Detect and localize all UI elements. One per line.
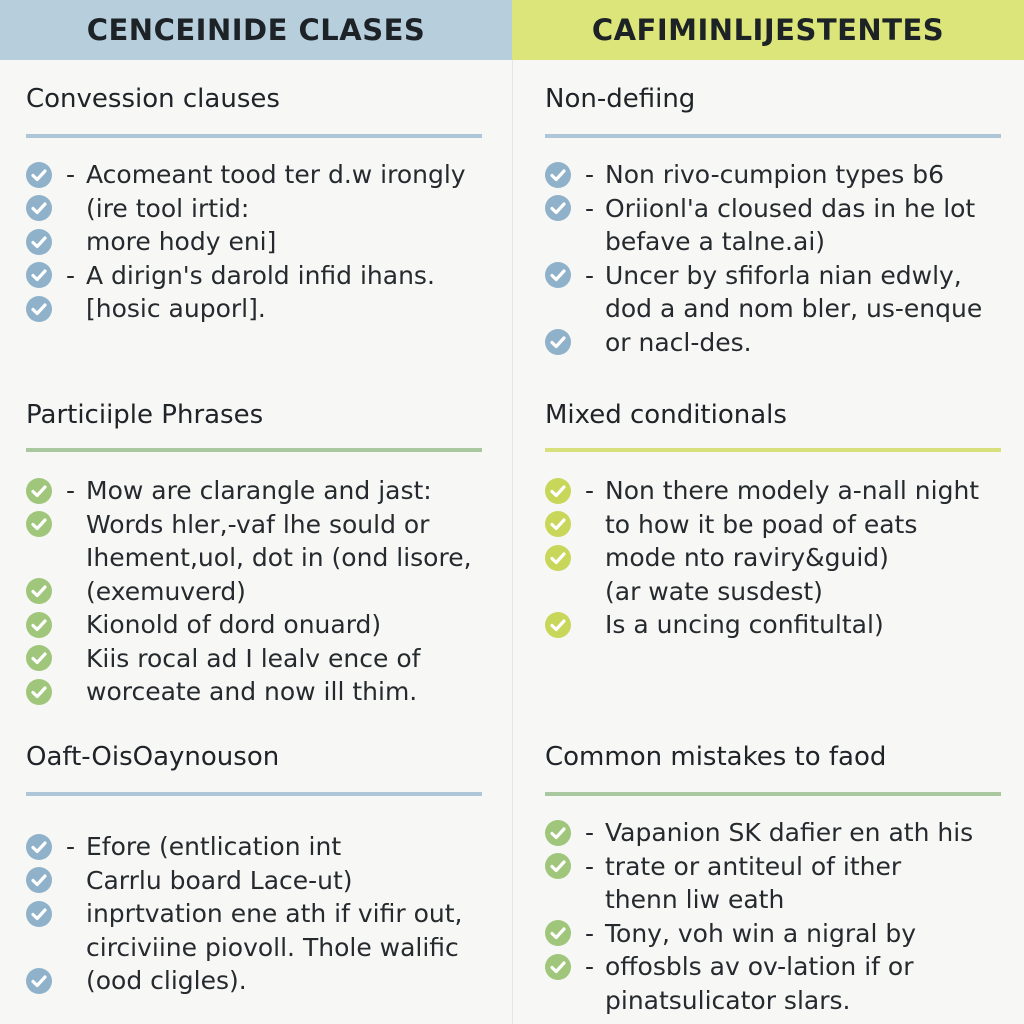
- item-text-continued: pinatsulicator slars.: [605, 985, 851, 1015]
- list-item: [545, 950, 1001, 984]
- item-text-continued: Ihement,uol, dot in (ond lisore,: [86, 543, 472, 572]
- list-item: [26, 158, 482, 192]
- list-item: [26, 964, 482, 998]
- item-text-continued: befave a talne.ai): [605, 227, 826, 256]
- check-circle-icon: [26, 612, 52, 638]
- check-circle-icon: [26, 578, 52, 604]
- item-dash: -: [66, 160, 76, 189]
- check-circle-icon: [545, 511, 571, 537]
- list-item: [545, 850, 1001, 884]
- item-text: offosbls av ov-lation if or: [605, 952, 914, 981]
- list-item: [545, 608, 1001, 642]
- list-item: [26, 830, 482, 864]
- item-text-continued: thenn liw eath: [605, 885, 785, 914]
- section-rule: [26, 134, 482, 138]
- left-column-header: CENCEINIDE CLASES: [0, 0, 512, 60]
- check-circle-icon: [545, 853, 571, 879]
- list-item: [26, 642, 482, 676]
- list-item: [26, 292, 482, 326]
- item-dash: -: [66, 476, 76, 505]
- item-text: Non there modely a-nall night: [605, 476, 980, 505]
- item-dash: -: [585, 160, 595, 189]
- check-circle-icon: [26, 645, 52, 671]
- item-text: (ire tool irtid:: [86, 193, 250, 223]
- item-text: more hody eni]: [86, 227, 277, 256]
- item-dash: -: [585, 851, 595, 881]
- section-title: Mixed conditionals: [545, 400, 787, 430]
- item-dash: -: [66, 832, 76, 861]
- list-item: [26, 608, 482, 642]
- check-circle-icon: [26, 834, 52, 860]
- section-rule: [26, 792, 482, 796]
- item-dash: -: [585, 918, 595, 948]
- item-text: inprtvation ene ath if vifir out,: [86, 899, 463, 928]
- check-circle-icon: [545, 478, 571, 504]
- check-circle-icon: [26, 679, 52, 705]
- item-text: worceate and now ill thim.: [86, 677, 418, 706]
- check-circle-icon: [26, 901, 52, 927]
- item-dash: -: [585, 260, 595, 290]
- list-item: [26, 259, 482, 293]
- item-text: mode nto raviry&guid): [605, 543, 889, 572]
- item-text: or nacl-des.: [605, 327, 752, 357]
- section-title: Particiiple Phrases: [26, 400, 264, 430]
- item-text: Acomeant tood ter d.w irongly: [86, 160, 466, 189]
- check-circle-icon: [545, 329, 571, 355]
- section-rule: [545, 134, 1001, 138]
- item-text: Non rivo-cumpion types b6: [605, 160, 945, 189]
- list-item: [545, 816, 1001, 850]
- item-text: Words hler,-vaf lhe sould or: [86, 509, 430, 539]
- right-column-header: CAFIMINLIJESTENTES: [512, 0, 1024, 60]
- section-rule: [545, 448, 1001, 452]
- item-text-continued: circiviine piovoll. Thole walific: [86, 932, 459, 962]
- item-dash: -: [585, 952, 595, 981]
- section-rule: [545, 792, 1001, 796]
- check-circle-icon: [26, 478, 52, 504]
- list-item: [26, 192, 482, 226]
- list-item: [26, 474, 482, 508]
- item-text: Carrlu board Lace-ut): [86, 865, 353, 895]
- list-item: [545, 917, 1001, 951]
- item-text: Is a uncing confitultal): [605, 610, 884, 639]
- list-item: [545, 541, 1001, 575]
- check-circle-icon: [545, 162, 571, 188]
- check-circle-icon: [545, 262, 571, 288]
- item-dash: -: [585, 193, 595, 223]
- item-text-continued: (ar wate susdest): [605, 576, 823, 606]
- check-circle-icon: [545, 612, 571, 638]
- item-text: (exemuverd): [86, 576, 246, 606]
- list-item: [545, 326, 1001, 360]
- list-item: [545, 259, 1001, 293]
- list-item: [26, 225, 482, 259]
- check-circle-icon: [26, 968, 52, 994]
- item-text: Mow are clarangle and jast:: [86, 476, 432, 505]
- check-circle-icon: [545, 954, 571, 980]
- list-item: [26, 897, 482, 931]
- item-text: Oriionl'a cloused das in he lot: [605, 193, 976, 223]
- list-item: [545, 192, 1001, 226]
- column-divider: [512, 60, 513, 1024]
- check-circle-icon: [545, 820, 571, 846]
- check-circle-icon: [545, 195, 571, 221]
- check-circle-icon: [26, 229, 52, 255]
- check-circle-icon: [545, 545, 571, 571]
- item-text: Tony, voh win a nigral by: [605, 918, 916, 948]
- check-circle-icon: [26, 511, 52, 537]
- item-text: Kiis rocal ad I lealv ence of: [86, 643, 421, 673]
- item-dash: -: [585, 818, 595, 847]
- item-text: [hosic auporl].: [86, 294, 266, 323]
- item-text-continued: dod a and nom bler, us-enque: [605, 294, 983, 323]
- item-text: to how it be poad of eats: [605, 509, 918, 539]
- check-circle-icon: [26, 867, 52, 893]
- item-text: A dirign's darold infid ihans.: [86, 260, 435, 290]
- list-item: [26, 508, 482, 542]
- check-circle-icon: [26, 195, 52, 221]
- list-item: [545, 474, 1001, 508]
- section-title: Non-defiing: [545, 84, 696, 114]
- item-dash: -: [66, 260, 76, 290]
- section-rule: [26, 448, 482, 452]
- check-circle-icon: [545, 920, 571, 946]
- section-title: Convession clauses: [26, 84, 280, 114]
- list-item: [26, 675, 482, 709]
- check-circle-icon: [26, 162, 52, 188]
- item-text: Efore (entlication int: [86, 832, 342, 861]
- list-item: [26, 575, 482, 609]
- item-text: Vapanion SK dafier en ath his: [605, 818, 974, 847]
- section-title: Common mistakes to faod: [545, 742, 887, 772]
- section-title: Oaft-OisOaynouson: [26, 742, 280, 772]
- item-text: (ood cligles).: [86, 966, 247, 995]
- item-text: Kionold of dord onuard): [86, 610, 382, 639]
- list-item: [545, 508, 1001, 542]
- list-item: [26, 864, 482, 898]
- item-dash: -: [585, 476, 595, 505]
- list-item: [545, 158, 1001, 192]
- check-circle-icon: [26, 296, 52, 322]
- check-circle-icon: [26, 262, 52, 288]
- item-text: trate or antiteul of ither: [605, 851, 902, 881]
- item-text: Uncer by sfiforla nian edwly,: [605, 260, 962, 290]
